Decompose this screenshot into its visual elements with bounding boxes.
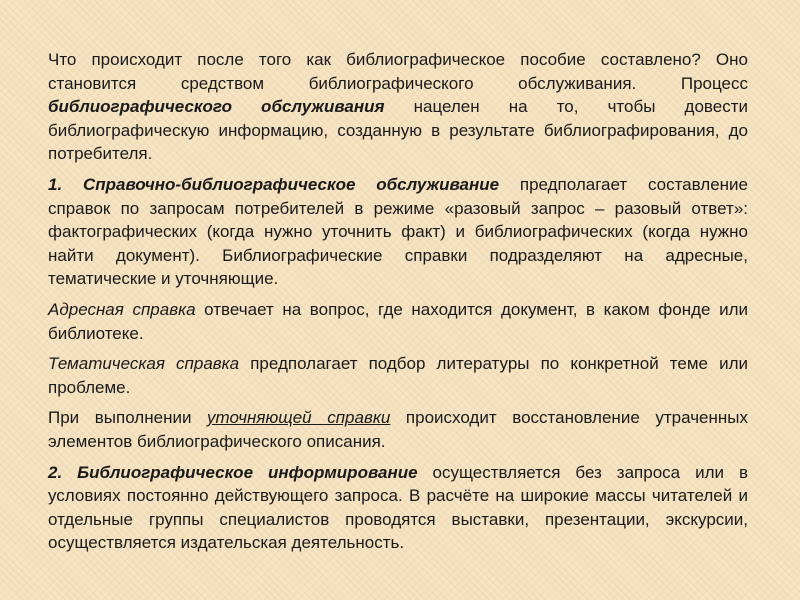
term-clarifying-reference: уточняющей справки <box>207 408 391 428</box>
term-thematic-reference: Тематическая справка <box>48 354 240 374</box>
term-reference-service: 1. Справочно-библиографическое обслуживание <box>48 174 500 194</box>
address-reference-text: отвечает на вопрос, где находится документ, в каком фонде или библиотеке. <box>48 299 749 343</box>
paragraph-thematic-reference <box>48 352 748 399</box>
intro-text-end: нацелен на то, чтобы довести библиографическую информацию, созданную в результате библиографирования, до потребителя. <box>48 97 748 164</box>
reference-service-text: предполагает составление справок по запросам потребителей в режиме «разовый запрос – разовый ответ»: фактографических (когда нужно уточнить факт) и библиографических (когда нужно найти документ). Библиографические справки подразделяют на адресные, тематические и уточняющие. <box>48 174 748 289</box>
bibliographic-informing-text: осуществляется без запроса или в условиях постоянно действующего запроса. В расчёте на широкие массы читателей и отдельные группы специалистов проводятся выставки, презентации, экскурсии, осуществляется издательская деятельность. <box>48 462 748 553</box>
paragraph-clarifying-reference <box>48 406 748 453</box>
paragraph-address-reference <box>48 298 748 345</box>
intro-text-start: Что происходит после того как библиографическое пособие составлено? Оно становится средством библиографического обслуживания. Процесс <box>48 50 748 93</box>
term-bibliographic-service: библиографического обслуживания <box>48 97 385 117</box>
paragraph-reference-service <box>48 173 748 291</box>
paragraph-bibliographic-informing <box>48 461 748 555</box>
clarifying-text-start: При выполнении <box>48 408 208 428</box>
paragraph-intro <box>48 48 748 166</box>
slide-text-body <box>48 48 748 562</box>
term-address-reference: Адресная справка <box>48 299 196 319</box>
clarifying-text-end: происходит восстановление утраченных элементов библиографического описания. <box>48 408 748 451</box>
term-bibliographic-informing: 2. Библиографическое информирование <box>48 462 418 482</box>
thematic-reference-text: предполагает подбор литературы по конкретной теме или проблеме. <box>48 354 748 397</box>
